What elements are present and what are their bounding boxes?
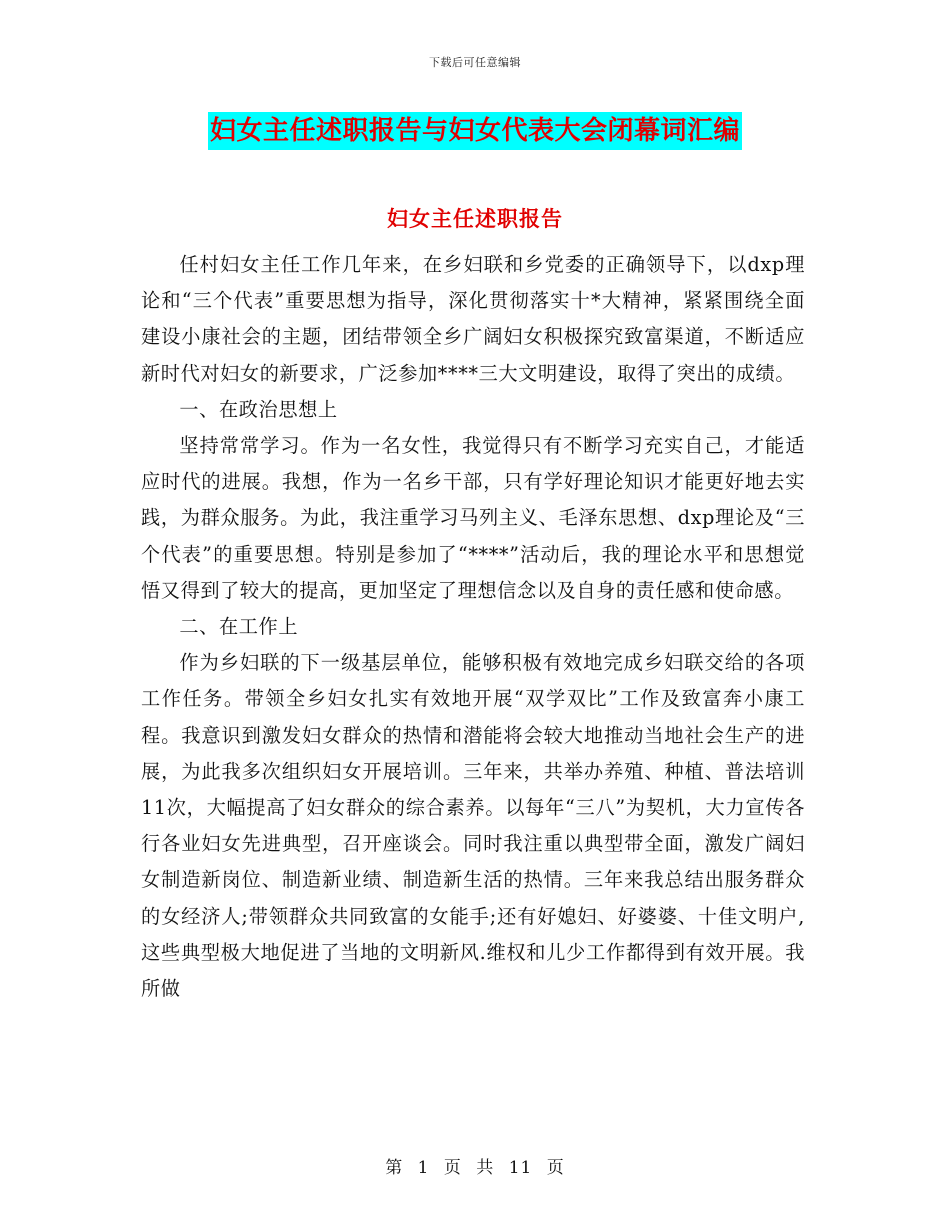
paragraph-political-thought: 坚持常常学习。作为一名女性，我觉得只有不断学习充实自己，才能适应时代的进展。我想，作为一名乡干部，只有学好理论知识才能更好地去实践，为群众服务。为此，我注重学习马列主义、毛泽东思想、dxp理论及“三个代表”的重要思想。特别是参加了“****”活动后，我的理论水平和思想觉悟又得到了较大的提高，更加坚定了理想信念以及自身的责任感和使命感。: [141, 434, 805, 602]
footer-total-pages: 11: [508, 1158, 533, 1178]
main-title-container: [0, 112, 950, 150]
main-title: 妇女主任述职报告与妇女代表大会闭幕词汇编: [208, 112, 742, 150]
section-title: 妇女主任述职报告: [387, 206, 563, 231]
footer-suffix: 页: [546, 1158, 565, 1178]
footer-page-label: 页: [443, 1158, 462, 1178]
document-body: [141, 247, 805, 1007]
header-note: 下载后可任意编辑: [429, 56, 521, 69]
footer-prefix: 第: [385, 1158, 404, 1178]
footer-total-prefix: 共: [476, 1158, 495, 1178]
paragraph-work: 作为乡妇联的下一级基层单位，能够积极有效地完成乡妇联交给的各项工作任务。带领全乡妇女扎实有效地开展“双学双比”工作及致富奔小康工程。我意识到激发妇女群众的热情和潜能将会较大地推动当地社会生产的进展，为此我多次组织妇女开展培训。三年来，共举办养殖、种植、普法培训11次，大幅提高了妇女群众的综合素养。以每年“三八”为契机，大力宣传各行各业妇女先进典型，召开座谈会。同时我注重以典型带全面，激发广阔妇女制造新岗位、制造新业绩、制造新生活的热情。三年来我总结出服务群众的女经济人;带领群众共同致富的女能手;还有好媳妇、好婆婆、十佳文明户,这些典型极大地促进了当地的文明新风.维权和儿少工作都得到有效开展。我所做: [141, 651, 805, 1001]
heading-work: 二、在工作上: [179, 615, 299, 639]
page-footer: [0, 1153, 950, 1178]
paragraph-intro: 任村妇女主任工作几年来，在乡妇联和乡党委的正确领导下，以dxp理论和“三个代表”重要思想为指导，深化贯彻落实十*大精神，紧紧围绕全面建设小康社会的主题，团结带领全乡广阔妇女积极探究致富渠道，不断适应新时代对妇女的新要求，广泛参加****三大文明建设，取得了突出的成绩。: [141, 253, 805, 385]
footer-page-number: 1: [417, 1158, 430, 1178]
heading-political-thought: 一、在政治思想上: [179, 397, 338, 421]
